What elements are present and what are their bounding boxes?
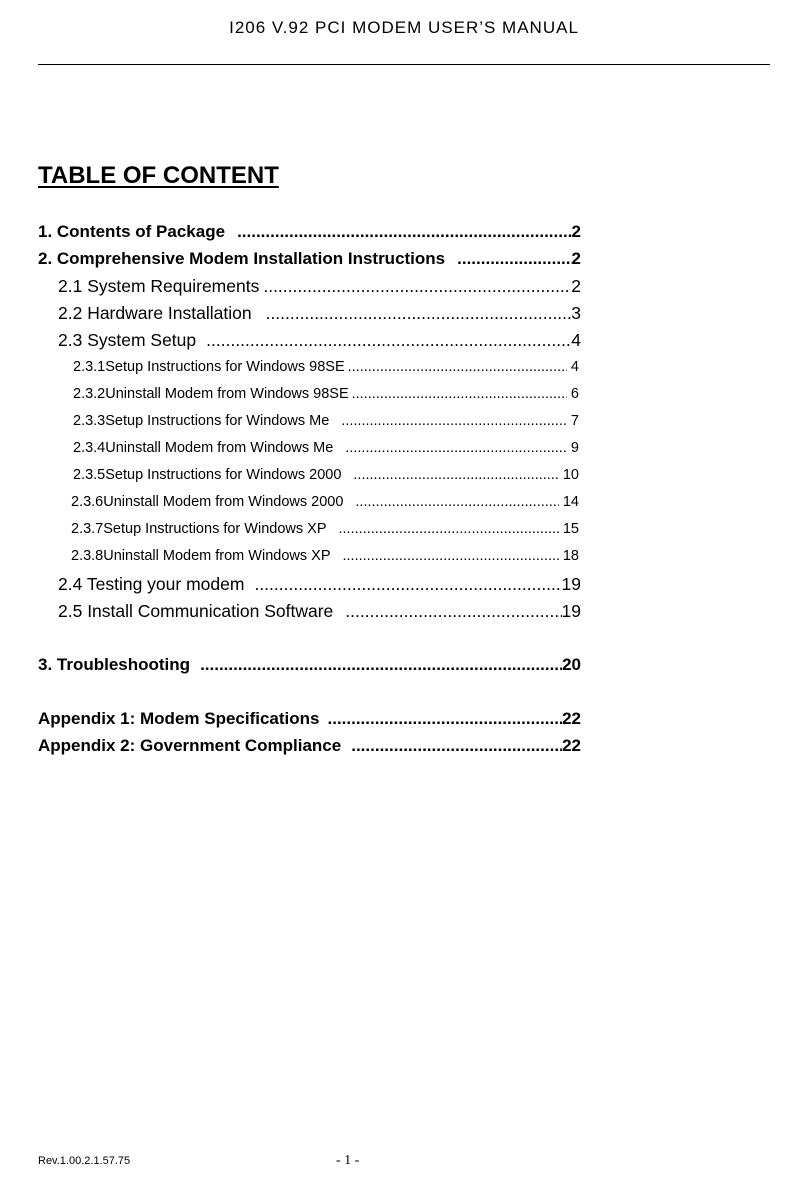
toc-leader-dots: [355, 494, 558, 510]
toc-entry-contents-of-package[interactable]: [38, 222, 581, 242]
toc-entry-page: 20: [562, 655, 581, 674]
toc-entry-label: 2.1 System Requirements: [58, 276, 260, 296]
toc-entry-page: 22: [562, 709, 581, 728]
running-header: I206 V.92 PCI MODEM USER’S MANUAL: [229, 18, 579, 37]
toc-entry-setup-me[interactable]: [73, 413, 579, 429]
toc-entry-page: 2: [571, 222, 581, 241]
toc-entry-uninstall-2000[interactable]: [71, 494, 579, 510]
toc-entry-appendix-1[interactable]: [38, 709, 581, 729]
toc-entry-label: Uninstall Modem from Windows Me: [105, 440, 334, 456]
toc-entry-page: 2: [571, 276, 581, 296]
toc-leader-dots: [206, 330, 571, 351]
toc-entry-label: 2. Comprehensive Modem Installation Instructions: [38, 249, 446, 268]
toc-entry-setup-98se[interactable]: [73, 359, 579, 375]
toc-entry-label: 2.5 Install Communication Software: [58, 601, 334, 621]
toc-entry-label: 2.4 Testing your modem: [58, 574, 245, 594]
toc-entry-uninstall-me[interactable]: [73, 440, 579, 456]
toc-entry-label: Uninstall Modem from Windows XP: [103, 548, 331, 564]
toc-entry-label: 3. Troubleshooting: [38, 655, 191, 674]
toc-leader-dots: [263, 276, 571, 297]
toc-entry-system-setup[interactable]: [58, 330, 581, 351]
toc-entry-troubleshooting[interactable]: [38, 655, 581, 675]
toc-title: TABLE OF CONTENT: [38, 162, 279, 189]
toc-leader-dots: [341, 413, 567, 429]
toc-entry-number: 2.3.4: [73, 440, 106, 456]
toc-entry-setup-2000[interactable]: [73, 467, 579, 483]
toc-entry-page: 19: [561, 601, 581, 621]
toc-entry-label: Uninstall Modem from Windows 98SE: [105, 386, 349, 402]
toc-entry-page: 10: [562, 467, 579, 483]
toc-leader-dots: [343, 548, 559, 564]
toc-entry-label: Setup Instructions for Windows 2000: [105, 467, 342, 483]
toc-entry-page: 6: [570, 386, 579, 402]
toc-entry-testing-modem[interactable]: [58, 574, 581, 595]
toc-entry-label: Setup Instructions for Windows 98SE: [105, 359, 345, 375]
toc-entry-page: 4: [570, 359, 579, 375]
toc-entry-number: 2.3.2: [73, 386, 106, 402]
toc-entry-number: 2.3.6: [71, 494, 104, 510]
toc-entry-label: 2.2 Hardware Installation: [58, 303, 252, 323]
toc-leader-dots: [200, 655, 562, 675]
toc-entry-page: 7: [570, 413, 579, 429]
toc-entry-label: 2.3 System Setup: [58, 330, 197, 350]
toc-leader-dots: [345, 601, 561, 622]
revision-number: Rev.1.00.2.1.57.75: [38, 1155, 131, 1167]
toc-entry-label: 1. Contents of Package: [38, 222, 226, 241]
toc-entry-number: 2.3.8: [71, 548, 104, 564]
toc-entry-appendix-2[interactable]: [38, 736, 581, 756]
toc-entry-page: 4: [571, 330, 581, 350]
toc-entry-page: 14: [562, 494, 579, 510]
toc-entry-label: Uninstall Modem from Windows 2000: [103, 494, 344, 510]
toc-entry-uninstall-98se[interactable]: [73, 386, 579, 402]
toc-entry-uninstall-xp[interactable]: [71, 548, 579, 564]
toc-leader-dots: [345, 440, 567, 456]
toc-entry-page: 15: [562, 521, 579, 537]
toc-leader-dots: [237, 222, 571, 242]
toc-entry-system-requirements[interactable]: [58, 276, 581, 297]
toc-entry-page: 9: [570, 440, 579, 456]
header-divider: [38, 64, 770, 65]
toc-entry-page: 19: [561, 574, 581, 594]
toc-entry-hardware-installation[interactable]: [58, 303, 581, 324]
toc-entry-number: 2.3.3: [73, 413, 106, 429]
toc-entry-number: 2.3.5: [73, 467, 106, 483]
toc-entry-page: 2: [571, 249, 581, 268]
toc-leader-dots: [254, 574, 561, 595]
page-number: - 1 -: [336, 1153, 360, 1168]
toc-entry-installation-instructions[interactable]: [38, 249, 581, 269]
toc-entry-page: 3: [571, 303, 581, 323]
toc-entry-label: Appendix 1: Modem Specifications: [38, 709, 320, 728]
toc-entry-label: Setup Instructions for Windows Me: [105, 413, 330, 429]
toc-entry-label: Appendix 2: Government Compliance: [38, 736, 342, 755]
toc-entry-label: Setup Instructions for Windows XP: [103, 521, 327, 537]
toc-leader-dots: [328, 709, 563, 729]
toc-leader-dots: [457, 249, 571, 269]
toc-leader-dots: [351, 736, 562, 756]
toc-entry-communication-software[interactable]: [58, 601, 581, 622]
toc-leader-dots: [352, 386, 567, 402]
toc-entry-setup-xp[interactable]: [71, 521, 579, 537]
toc-entry-number: 2.3.1: [73, 359, 106, 375]
toc-leader-dots: [339, 521, 559, 537]
toc-leader-dots: [266, 303, 572, 324]
toc-entry-page: 22: [562, 736, 581, 755]
toc-entry-page: 18: [562, 548, 579, 564]
toc-leader-dots: [348, 359, 567, 375]
toc-leader-dots: [353, 467, 558, 483]
toc-entry-number: 2.3.7: [71, 521, 104, 537]
